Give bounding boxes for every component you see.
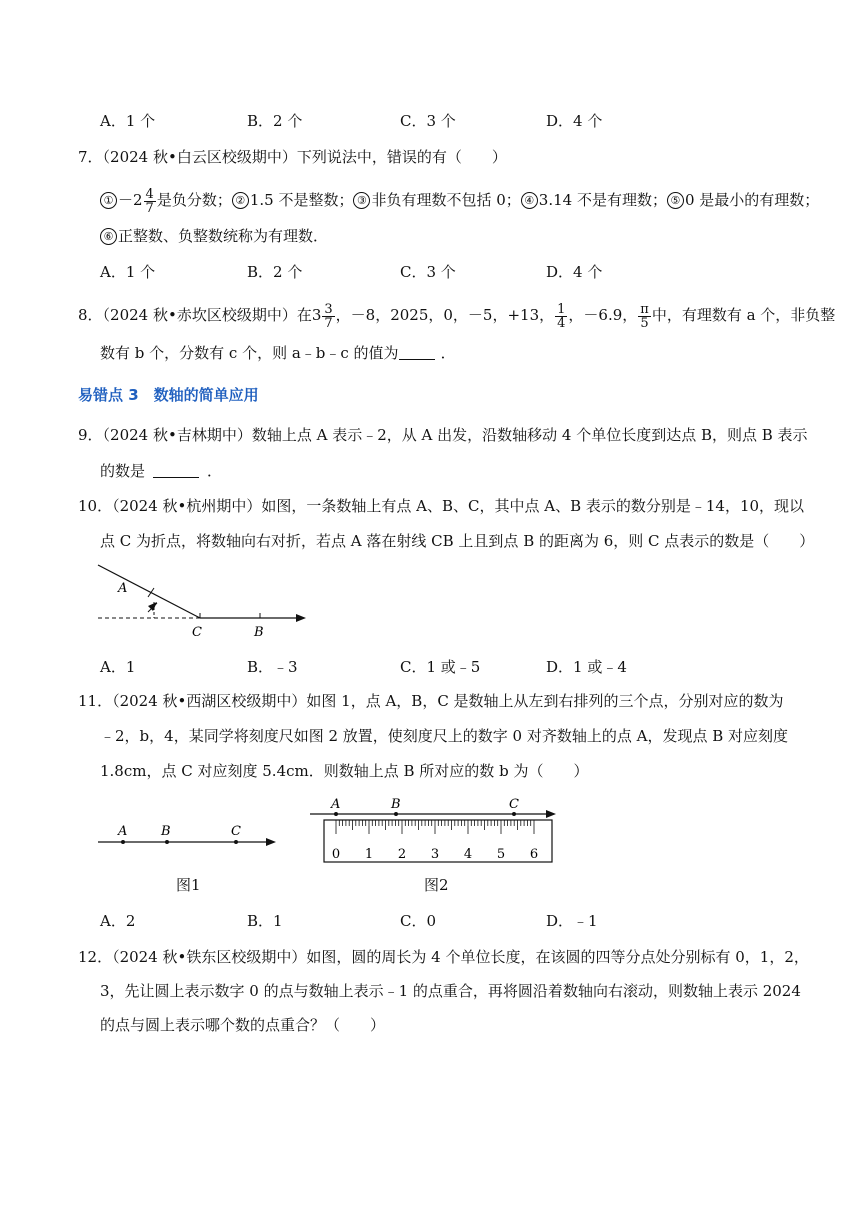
q11-fig2-label-b: B xyxy=(391,797,401,812)
ruler-number-6: 6 xyxy=(529,847,539,862)
q7-statement-2: 1.5 不是整数； xyxy=(249,191,354,209)
q8-fraction-2: $\frac{1}{4}$ xyxy=(557,301,566,331)
q10-option-c: C．1 或﹣5 xyxy=(400,658,481,676)
q7-mixed-whole: －2 xyxy=(118,191,143,209)
q11-fig1-label-c: C xyxy=(231,824,241,839)
q6-option-a: A．1 个 xyxy=(100,112,156,130)
q11-figure-2-ruler xyxy=(306,796,561,866)
q7-statements xyxy=(100,184,819,216)
q7-statement-6-line xyxy=(100,225,328,247)
ruler-number-3: 3 xyxy=(430,847,440,862)
q7-num-4: ④ xyxy=(521,192,538,209)
q7-statement-6: 正整数、负整数统称为有理数． xyxy=(118,227,329,245)
q11-fig2-label-a: A xyxy=(331,797,341,812)
q7-num-5: ⑤ xyxy=(667,192,684,209)
q9-line-2 xyxy=(100,460,222,482)
q10-line-1: 10．（2024 秋•杭州期中）如图，一条数轴上有点 A、B、C，其中点 A、B 表示的数分别是﹣14，10，现以 xyxy=(78,497,805,515)
q7-num-3: ③ xyxy=(353,192,370,209)
q10-label-b: B xyxy=(254,625,264,640)
q11-line-3: 1.8cm，点 C 对应刻度 5.4cm．则数轴上点 B 所对应的数 b 为（ ） xyxy=(100,762,589,780)
q11-fig2-caption: 图2 xyxy=(424,876,449,894)
q10-option-d: D．1 或﹣4 xyxy=(546,658,627,676)
q11-fig1-label-b: B xyxy=(161,824,171,839)
q11-figure-1 xyxy=(96,820,282,856)
q10-option-a: A．1 xyxy=(100,658,136,676)
q9-question: 的数是 xyxy=(100,462,146,480)
q12-line-2: 3，先让圆上表示数字 0 的点与数轴上表示﹣1 的点重合，再将圆沿着数轴向右滚动，则数轴上表示 2024 xyxy=(100,982,801,1000)
ruler-number-4: 4 xyxy=(463,847,473,862)
q7-stem: 7．（2024 秋•白云区校级期中）下列说法中，错误的有（ ） xyxy=(78,148,507,166)
ruler-number-5: 5 xyxy=(496,847,506,862)
q8-numbers: ，－8，2025，0，－5，+13， xyxy=(335,306,555,324)
q8-suffix: 中，有理数有 a 个，非负整 xyxy=(651,306,836,324)
q12-line-3: 的点与圆上表示哪个数的点重合？（ ） xyxy=(100,1016,386,1034)
q11-fig1-caption: 图1 xyxy=(176,876,201,894)
q7-fraction: $\frac{4}{7}$ xyxy=(145,186,154,216)
q8-end: ． xyxy=(440,344,456,362)
q11-line-2: ﹣2，b，4，某同学将刻度尺如图 2 放置，使刻度尺上的数字 0 对齐数轴上的点 A，发现点 B 对应刻度 xyxy=(100,727,789,745)
q6-option-c: C．3 个 xyxy=(400,112,456,130)
q7-option-a: A．1 个 xyxy=(100,263,156,281)
q8-fraction-3: $\frac{\pi}{5}$ xyxy=(640,301,649,331)
q10-label-a: A xyxy=(118,581,128,596)
q7-statement-3: 非负有理数不包括 0； xyxy=(371,191,521,209)
q8-mixed-whole: 3 xyxy=(311,306,322,324)
ruler-ticks xyxy=(336,820,534,834)
q11-option-c: C．0 xyxy=(400,912,437,930)
ruler-number-1: 1 xyxy=(364,847,374,862)
ruler-number-0: 0 xyxy=(331,847,341,862)
q6-option-b: B．2 个 xyxy=(247,112,303,130)
q7-option-c: C．3 个 xyxy=(400,263,456,281)
q7-option-b: B．2 个 xyxy=(247,263,303,281)
q10-option-b: B．﹣3 xyxy=(247,658,298,676)
q8-fraction-1: $\frac{3}{7}$ xyxy=(324,301,333,331)
q7-num-6: ⑥ xyxy=(100,228,117,245)
q7-option-d: D．4 个 xyxy=(546,263,603,281)
q11-option-b: B．1 xyxy=(247,912,283,930)
q7-num-2: ② xyxy=(232,192,249,209)
q7-statement-1: 是负分数； xyxy=(156,191,232,209)
q8-answer-blank[interactable] xyxy=(399,343,435,360)
q9-end: ． xyxy=(207,462,223,480)
q10-label-c: C xyxy=(192,625,202,640)
section-heading: 易错点 3 数轴的简单应用 xyxy=(78,386,259,404)
q11-fig2-label-c: C xyxy=(509,797,519,812)
q12-line-1: 12．（2024 秋•铁东区校级期中）如图，圆的周长为 4 个单位长度，在该圆的四等分点处分别标有 0，1，2， xyxy=(78,948,809,966)
q7-num-1: ① xyxy=(100,192,117,209)
q11-line-1: 11．（2024 秋•西湖区校级期中）如图 1，点 A，B，C 是数轴上从左到右排列的三个点，分别对应的数为 xyxy=(78,692,784,710)
q11-option-d: D．﹣1 xyxy=(546,912,598,930)
q7-statement-4: 3.14 不是有理数； xyxy=(538,191,667,209)
q10-figure xyxy=(96,560,311,644)
q6-option-d: D．4 个 xyxy=(546,112,603,130)
q9-answer-blank[interactable] xyxy=(153,461,199,478)
q7-statement-5: 0 是最小的有理数； xyxy=(684,191,820,209)
q11-option-a: A．2 xyxy=(100,912,136,930)
q8-line-2 xyxy=(100,342,456,364)
q11-fig1-label-a: A xyxy=(118,824,128,839)
q8-question: 数有 b 个，分数有 c 个，则 a﹣b﹣c 的值为 xyxy=(100,344,399,362)
ruler-number-2: 2 xyxy=(397,847,407,862)
q8-prefix: 8．（2024 秋•赤坎区校级期中）在 xyxy=(78,306,312,324)
q8-line-1 xyxy=(78,298,835,332)
q8-numbers-2: ，－6.9， xyxy=(568,306,638,324)
q10-line-2: 点 C 为折点，将数轴向右对折，若点 A 落在射线 CB 上且到点 B 的距离为 6，则 C 点表示的数是（ ） xyxy=(100,532,815,550)
q9-line-1: 9．（2024 秋•吉林期中）数轴上点 A 表示﹣2，从 A 出发，沿数轴移动 4 个单位长度到达点 B，则点 B 表示 xyxy=(78,426,808,444)
